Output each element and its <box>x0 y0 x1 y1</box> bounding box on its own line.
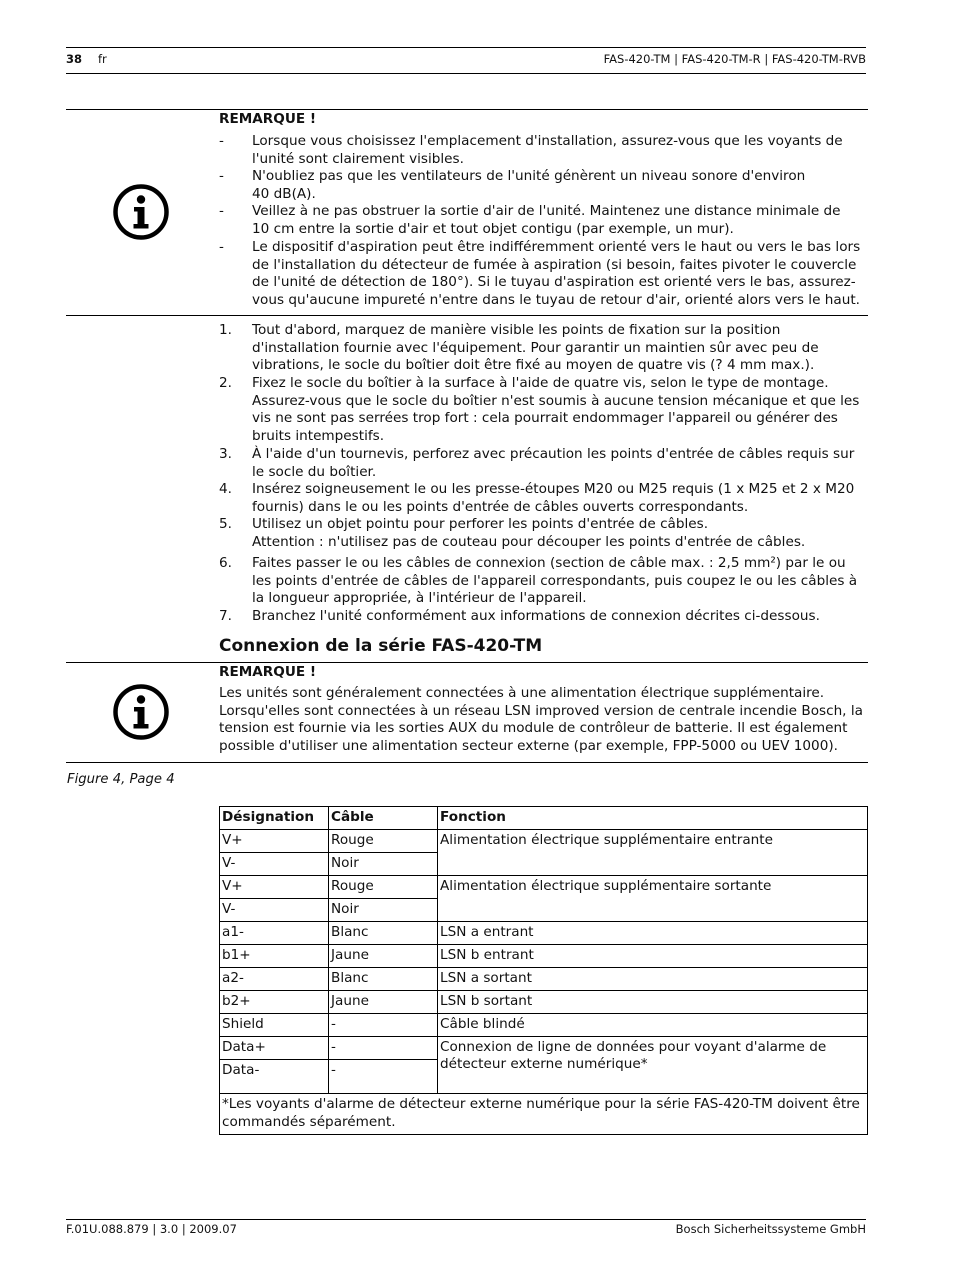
table-row <box>220 1014 868 1037</box>
table-header-row <box>220 807 868 830</box>
column-header: Désignation <box>220 807 329 830</box>
column-header: Câble <box>329 807 438 830</box>
bullet-marker: - <box>219 203 224 219</box>
note1-bullet-1 <box>252 133 868 168</box>
text-line: Lorsque vous choisissez l'emplacement d'installation, assurez-vous que les voyants de <box>252 133 843 149</box>
note1-bullet-4 <box>252 239 868 310</box>
page-number: 38 <box>66 52 83 66</box>
step-number: 3. <box>219 446 232 462</box>
text-line: le socle du boîtier. <box>252 463 377 480</box>
text-line: Faites passer le ou les câbles de connexion (section de câble max. : 2,5 mm²) par le ou <box>252 555 846 571</box>
bullet-marker: - <box>219 168 224 184</box>
text-line: 10 cm entre la sortie d'air et tout objet contigu (par exemple, un mur). <box>252 220 734 237</box>
step-number: 2. <box>219 375 232 391</box>
table-row <box>220 830 868 853</box>
note1-bullet-3 <box>252 203 868 238</box>
note1-bullet-2 <box>252 168 868 203</box>
table-row <box>220 968 868 991</box>
text-line: Insérez soigneusement le ou les presse-étoupes M20 ou M25 requis (1 x M25 et 2 x M20 <box>252 481 855 497</box>
step-7 <box>252 608 868 626</box>
step-number: 6. <box>219 555 232 571</box>
table-cell: Jaune <box>329 945 438 968</box>
note1-bottom-rule <box>66 315 868 316</box>
table-cell: Data- <box>220 1060 329 1094</box>
table-cell: Data+ <box>220 1037 329 1060</box>
table-cell: V- <box>220 899 329 922</box>
text-line: les points d'entrée de câbles de l'appareil correspondants, puis coupez le ou les câbles à <box>252 572 858 589</box>
text-line: Branchez l'unité conformément aux informations de connexion décrites ci-dessous. <box>252 608 820 624</box>
note2-bottom-rule <box>66 762 868 763</box>
text-line: fournis) dans le ou les points d'entrée de câbles ouverts correspondants. <box>252 498 749 515</box>
text-line: vibrations, le socle du boîtier doit être fixé au moyen de quatre vis (? 4 mm max.). <box>252 357 815 374</box>
text-line: À l'aide d'un tournevis, perforez avec précaution les points d'entrée de câbles requis sur <box>252 446 855 462</box>
document-reference: F.01U.088.879 | 3.0 | 2009.07 <box>66 1222 237 1236</box>
table-cell: Alimentation électrique supplémentaire sortante <box>438 876 868 922</box>
text-line: vis ne sont pas serrées trop fort : cela pourrait endommager l'appareil ou générer des <box>252 410 838 427</box>
note2-text <box>219 685 869 756</box>
table-row <box>220 876 868 899</box>
table-cell: b2+ <box>220 991 329 1014</box>
step-5 <box>252 516 868 551</box>
product-title: FAS-420-TM | FAS-420-TM-R | FAS-420-TM-RVB <box>603 52 866 66</box>
info-icon <box>113 184 169 240</box>
note2-title: REMARQUE ! <box>219 664 317 680</box>
table-cell: Shield <box>220 1014 329 1037</box>
bullet-marker: - <box>219 133 224 149</box>
company-name: Bosch Sicherheitssysteme GmbH <box>675 1222 866 1236</box>
table-cell: LSN a entrant <box>438 922 868 945</box>
table-cell: Noir <box>329 853 438 876</box>
language-code: fr <box>98 52 107 66</box>
info-icon <box>113 684 169 740</box>
table-footnote-row <box>220 1094 868 1135</box>
table-cell: - <box>329 1037 438 1060</box>
step-number: 1. <box>219 322 232 338</box>
header-bottom-rule <box>66 73 866 74</box>
table-cell: Blanc <box>329 968 438 991</box>
text-line: de l'installation du détecteur de fumée à aspiration (si besoin, faites pivoter le couvercle <box>252 256 857 273</box>
text-line: Utilisez un objet pointu pour perforer les points d'entrée de câbles. <box>252 516 709 532</box>
text-line: d'installation fournie avec l'équipement. Pour garantir un maintien sûr avec peu de <box>252 339 819 356</box>
text-line: tension est fournie via les sorties AUX du module de contrôleur de batterie. Il est également <box>219 720 848 737</box>
text-line: Veillez à ne pas obstruer la sortie d'air de l'unité. Maintenez une distance minimale de <box>252 203 841 219</box>
table-row <box>220 922 868 945</box>
text-line: Tout d'abord, marquez de manière visible les points de fixation sur la position <box>252 322 781 338</box>
table-cell: Rouge <box>329 830 438 853</box>
table-cell: a1- <box>220 922 329 945</box>
table-cell: - <box>329 1014 438 1037</box>
table-row <box>220 1037 868 1060</box>
table-cell: V+ <box>220 830 329 853</box>
table-cell: Jaune <box>329 991 438 1014</box>
table-cell: V+ <box>220 876 329 899</box>
section-heading: Connexion de la série FAS-420-TM <box>219 636 543 656</box>
table-cell: Câble blindé <box>438 1014 868 1037</box>
step-number: 7. <box>219 608 232 624</box>
table-cell: Noir <box>329 899 438 922</box>
text-line: N'oubliez pas que les ventilateurs de l'unité génèrent un niveau sonore d'environ <box>252 168 806 184</box>
step-2 <box>252 375 868 446</box>
table-cell: V- <box>220 853 329 876</box>
bullet-marker: - <box>219 239 224 255</box>
text-line: 40 dB(A). <box>252 185 316 202</box>
text-line: vous qu'aucune impureté n'entre dans le tuyau de retour d'air, orienté alors vers le haut. <box>252 292 860 309</box>
table-cell: Blanc <box>329 922 438 945</box>
table-cell: LSN a sortant <box>438 968 868 991</box>
table-row <box>220 991 868 1014</box>
step-1 <box>252 322 868 375</box>
text-line: bruits intempestifs. <box>252 428 385 445</box>
step-number: 4. <box>219 481 232 497</box>
text-line: Fixez le socle du boîtier à la surface à l'aide de quatre vis, selon le type de montage. <box>252 375 829 391</box>
table-cell: LSN b entrant <box>438 945 868 968</box>
table-cell: LSN b sortant <box>438 991 868 1014</box>
text-line: Lorsqu'elles sont connectées à un réseau LSN improved version de centrale incendie Bosch, la <box>219 702 863 719</box>
text-line: la longueur appropriée, à l'intérieur de l'appareil. <box>252 590 587 607</box>
step-4 <box>252 481 868 516</box>
table-cell: - <box>329 1060 438 1094</box>
header-top-rule <box>66 47 866 48</box>
text-line: Attention : n'utilisez pas de couteau pour découper les points d'entrée de câbles. <box>252 533 806 550</box>
step-3 <box>252 446 868 481</box>
text-line: l'unité sont clairement visibles. <box>252 150 464 167</box>
table-cell: a2- <box>220 968 329 991</box>
step-number: 5. <box>219 516 232 532</box>
note1-title: REMARQUE ! <box>219 111 317 127</box>
table-footnote: *Les voyants d'alarme de détecteur externe numérique pour la série FAS-420-TM doivent être commandés séparément. <box>220 1094 868 1135</box>
note2-top-rule <box>66 662 868 663</box>
note1-top-rule <box>66 109 868 110</box>
table-cell: Rouge <box>329 876 438 899</box>
column-header: Fonction <box>438 807 868 830</box>
footer-rule <box>66 1219 866 1220</box>
table-cell: Connexion de ligne de données pour voyant d'alarme de détecteur externe numérique* <box>438 1037 868 1094</box>
figure-reference: Figure 4, Page 4 <box>67 772 175 787</box>
table-row <box>220 945 868 968</box>
text-line: de l'unité de détection de 180°). Si le tuyau d'aspiration est orienté vers le bas, assurez- <box>252 274 856 291</box>
text-line: possible d'utiliser une alimentation secteur externe (par exemple, FPP-5000 ou UEV 1000). <box>219 738 838 755</box>
text-line: Le dispositif d'aspiration peut être indifféremment orienté vers le haut ou vers le bas lors <box>252 239 861 255</box>
step-6 <box>252 555 868 608</box>
text-line: Assurez-vous que le socle du boîtier n'est soumis à aucune tension mécanique et que les <box>252 392 860 409</box>
text-line: Les unités sont généralement connectées à une alimentation électrique supplémentaire. <box>219 685 825 701</box>
table-cell: b1+ <box>220 945 329 968</box>
connection-table <box>219 806 868 1135</box>
table-cell: Alimentation électrique supplémentaire entrante <box>438 830 868 876</box>
